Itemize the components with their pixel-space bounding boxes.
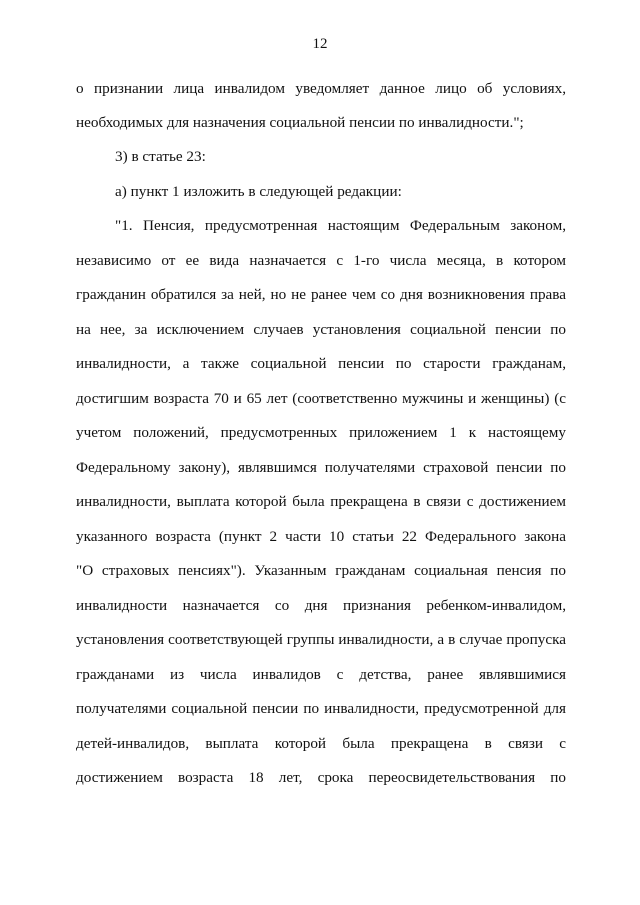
text-line: детей-инвалидов, выплата которой была прекращена в связи с xyxy=(76,735,566,752)
text-line: Федеральному закону), являвшимся получателями страховой пенсии по xyxy=(76,459,566,476)
text-line: указанного возраста (пункт 2 части 10 статьи 22 Федерального закона xyxy=(76,528,566,545)
text-line: независимо от ее вида назначается с 1-го числа месяца, в котором xyxy=(76,252,566,269)
text-line: 3) в статье 23: xyxy=(115,148,206,165)
text-line: достигшим возраста 70 и 65 лет (соответственно мужчины и женщины) (с xyxy=(76,390,566,407)
text-line: гражданин обратился за ней, но не ранее чем со дня возникновения права xyxy=(76,286,566,303)
text-line: "О страховых пенсиях"). Указанным гражданам социальная пенсия по xyxy=(76,562,566,579)
text-line: инвалидности, выплата которой была прекращена в связи с достижением xyxy=(76,493,566,510)
text-line: учетом положений, предусмотренных приложением 1 к настоящему xyxy=(76,424,566,441)
text-line: достижением возраста 18 лет, срока переосвидетельствования по xyxy=(76,769,566,786)
text-line: "1. Пенсия, предусмотренная настоящим Федеральным законом, xyxy=(115,217,566,234)
text-line: инвалидности, а также социальной пенсии по старости гражданам, xyxy=(76,355,566,372)
text-line: установления соответствующей группы инвалидности, а в случае пропуска xyxy=(76,631,566,648)
text-line: необходимых для назначения социальной пенсии по инвалидности."; xyxy=(76,114,524,131)
text-line: инвалидности назначается со дня признания ребенком-инвалидом, xyxy=(76,597,566,614)
text-line: получателями социальной пенсии по инвалидности, предусмотренной для xyxy=(76,700,566,717)
page-number: 12 xyxy=(312,36,328,52)
text-line: а) пункт 1 изложить в следующей редакции: xyxy=(115,183,402,200)
text-line: о признании лица инвалидом уведомляет данное лицо об условиях, xyxy=(76,80,566,97)
text-line: на нее, за исключением случаев установления социальной пенсии по xyxy=(76,321,566,338)
text-line: гражданами из числа инвалидов с детства, ранее являвшимися xyxy=(76,666,566,683)
